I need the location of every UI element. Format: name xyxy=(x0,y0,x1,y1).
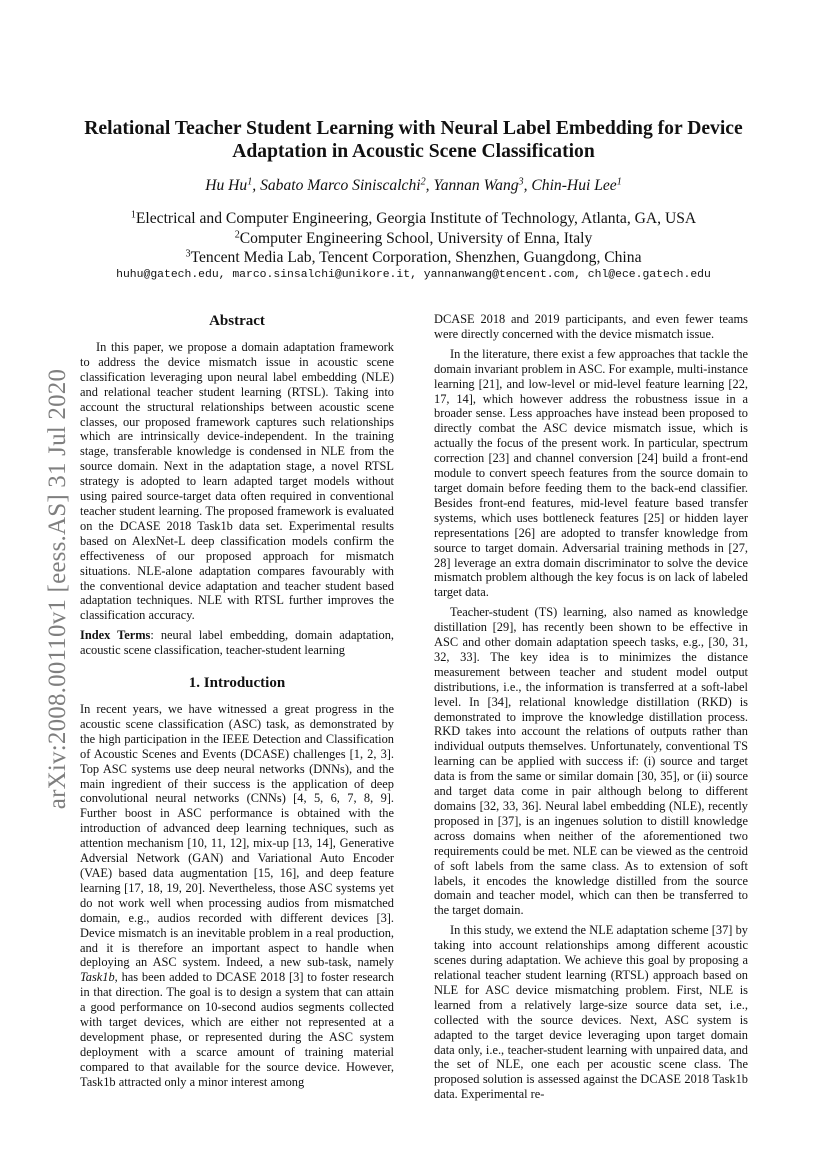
author-emails: huhu@gatech.edu, marco.sinsalchi@unikore.it, yannanwang@tencent.com, chl@ece.gatech.edu xyxy=(116,269,711,281)
intro-paragraph-3: Teacher-student (TS) learning, also named as knowledge distillation [29], has recently been shown to be effective in ASC and other domain adaptation speech tasks, e.g., [30, 31, 32, 33]. The key idea is to minimizes the distance measurement between teacher and student model output distributions, i.e., the information is transferred at a soft-label level. In [34], relational knowledge distillation (RKD) is demonstrated to improve the knowledge distillation process. RKD takes into account the relations of outputs rather than individual outputs themselves. Unfortunately, conventional TS learning can be applied with success if: (i) source and target data is from the same or similar domain [30, 35], or (ii) source and target data come in pair although belong to different domains [32, 33, 36]. Neural label embedding (NLE), recently proposed in [37], is an ingenues solution to distill knowledge across domains when neither of the aforementioned two requirements could be met. NLE can be viewed as the centroid of soft labels from the same class. As to extension of soft labels, it encodes the knowledge distilled from the source domain and teacher model, which can then be transferred to the target domain. xyxy=(434,605,748,918)
abstract-heading: Abstract xyxy=(209,313,265,329)
abstract-text: In this paper, we propose a domain adaptation framework to address the device mismatch issue in acoustic scene classification leveraging upon neural label embedding (NLE) and relational teacher student learning (RTSL). Taking into account the structural relationships between acoustic scene classes, our proposed framework captures such relationships which are intrinsically device-independent. In the training stage, transferable knowledge is condensed in NLE from the source domain. Next in the adaptation stage, a novel RTSL strategy is adopted to learn adapted target models without using paired source-target data often required in conventional teacher student learning. The proposed framework is evaluated on the DCASE 2018 Task1b data set. Experimental results based on AlexNet-L deep classification models confirm the effectiveness of our proposed approach for mismatch situations. NLE-alone adaptation compares favourably with the conventional device adaptation and teacher student based adaptation techniques. NLE with RTSL further improves the classification accuracy. xyxy=(80,340,394,623)
affiliation xyxy=(60,248,767,268)
affiliation-mark: 3 xyxy=(185,248,191,260)
index-terms-text: : neural label embedding, domain adaptation, acoustic scene classification, teacher-student learning xyxy=(80,628,394,658)
author-separator: , xyxy=(425,177,434,194)
author-affil-mark: 3 xyxy=(518,176,524,188)
intro-p1-text-b: , has been added to DCASE 2018 [3] to foster research in that direction. The goal is to design a system that can attain a good performance on 10-second audios segments collected with target devices, which are either not represented at a development phase, or represented during the ASC system deployment with a scarce amount of training material compared to that available for the source device. However, Task1b attracted only a minor interest among xyxy=(80,970,394,1089)
title-line-1: Relational Teacher Student Learning with Neural Label Embedding for Device xyxy=(84,118,743,139)
right-column xyxy=(434,312,748,1107)
affiliation-list xyxy=(60,209,767,268)
title-line-2: Adaptation in Acoustic Scene Classification xyxy=(232,141,595,162)
author-list xyxy=(60,176,767,196)
author-name: Chin-Hui Lee xyxy=(531,177,617,194)
author-separator: , xyxy=(252,177,261,194)
left-column xyxy=(80,312,394,1095)
affiliation-text: Tencent Media Lab, Tencent Corporation, Shenzhen, Guangdong, China xyxy=(190,249,642,266)
author-affil-mark: 1 xyxy=(247,176,253,188)
affiliation-text: Electrical and Computer Engineering, Georgia Institute of Technology, Atlanta, GA, USA xyxy=(135,210,697,227)
index-terms-label: Index Terms xyxy=(80,628,151,643)
index-terms xyxy=(80,628,394,658)
affiliation-text: Computer Engineering School, University of Enna, Italy xyxy=(239,229,593,247)
affiliation xyxy=(60,229,767,249)
intro-p1-text-a: In recent years, we have witnessed a great progress in the acoustic scene classification (ASC) task, as demonstrated by the high participation in the IEEE Detection and Classification of Acoustic Scenes and Events (DCASE) challenges [1, 2, 3]. Top ASC systems use deep neural networks (DNNs), and the main ingredient of their success is the application of deep convolutional neural networks (CNNs) [4, 5, 6, 7, 8, 9]. Further boost in ASC performance is obtained with the introduction of advanced deep learning techniques, such as attention mechanism [10, 11, 12], mix-up [13, 14], Generative Adversial Network (GAN) and Variational Auto Encoder (VAE) based data augmentation [15, 16], and deep feature learning [17, 18, 19, 20]. Nevertheless, those ASC systems yet do not work well when processing audios from mismatched domain, e.g., audios recorded with different devices [3]. Device mismatch is an inevitable problem in a real production, and it is therefore an important aspect to handle when deploying an ASC system. Indeed, a new sub-task, namely xyxy=(80,702,394,970)
author-affil-mark: 2 xyxy=(420,176,426,188)
affiliation-mark: 1 xyxy=(130,209,136,221)
intro-p1-task-name: Task1b xyxy=(80,970,115,985)
intro-paragraph-1-continued: DCASE 2018 and 2019 participants, and even fewer teams were directly concerned with the device mismatch issue. xyxy=(434,312,748,341)
author-name: Hu Hu xyxy=(205,177,248,194)
introduction-heading: 1. Introduction xyxy=(188,675,286,692)
author-affil-mark: 1 xyxy=(616,176,622,188)
paper-title xyxy=(60,117,767,163)
author-name: Sabato Marco Siniscalchi xyxy=(260,177,421,194)
arxiv-stamp[interactable]: arXiv:2008.00110v1 [eess.AS] 31 Jul 2020 xyxy=(44,368,71,810)
intro-paragraph-1 xyxy=(80,702,394,1090)
intro-paragraph-4: In this study, we extend the NLE adaptation scheme [37] by taking into account relationships among different acoustic scenes during adaptation. We achieve this goal by proposing a relational teacher student learning (RTSL) approach based on NLE for ASC device mismatching problem. First, NLE is learned from a relatively large-size source data set, i.e., collected with the source devices. Next, ASC system is adapted to the target device leveraging upon target domain data only, i.e., teacher-student learning with unpaired data, and the set of NLE, one each per acoustic scene class. The proposed solution is assessed against the DCASE 2018 Task1b data. Experimental re- xyxy=(434,923,748,1102)
affiliation-mark: 2 xyxy=(234,228,240,240)
author-name: Yannan Wang xyxy=(433,177,519,194)
author-separator: , xyxy=(523,177,532,194)
affiliation xyxy=(60,209,767,229)
intro-paragraph-2: In the literature, there exist a few approaches that tackle the domain invariant problem in ASC. For example, multi-instance learning [21], and low-level or mid-level feature learning [22, 17, 14], which however address the robustness issue in a broader sense. Less approaches have instead been proposed to directly combat the ASC device mismatch issue, which is actually the focus of the present work. In particular, spectrum correction [23] and channel conversion [24] build a front-end module to convert speech features from the source domain to target domain before feeding them to the back-end classifier. Besides front-end features, mid-level feature based transfer systems, which uses bottleneck features [25] or hidden layer representations [26] are adopted to transfer knowledge from source to target domain. Adversarial training methods in [27, 28] leverage an extra domain discriminator to solve the device mismatch problem although the key focus is on lack of labeled target data. xyxy=(434,346,748,600)
